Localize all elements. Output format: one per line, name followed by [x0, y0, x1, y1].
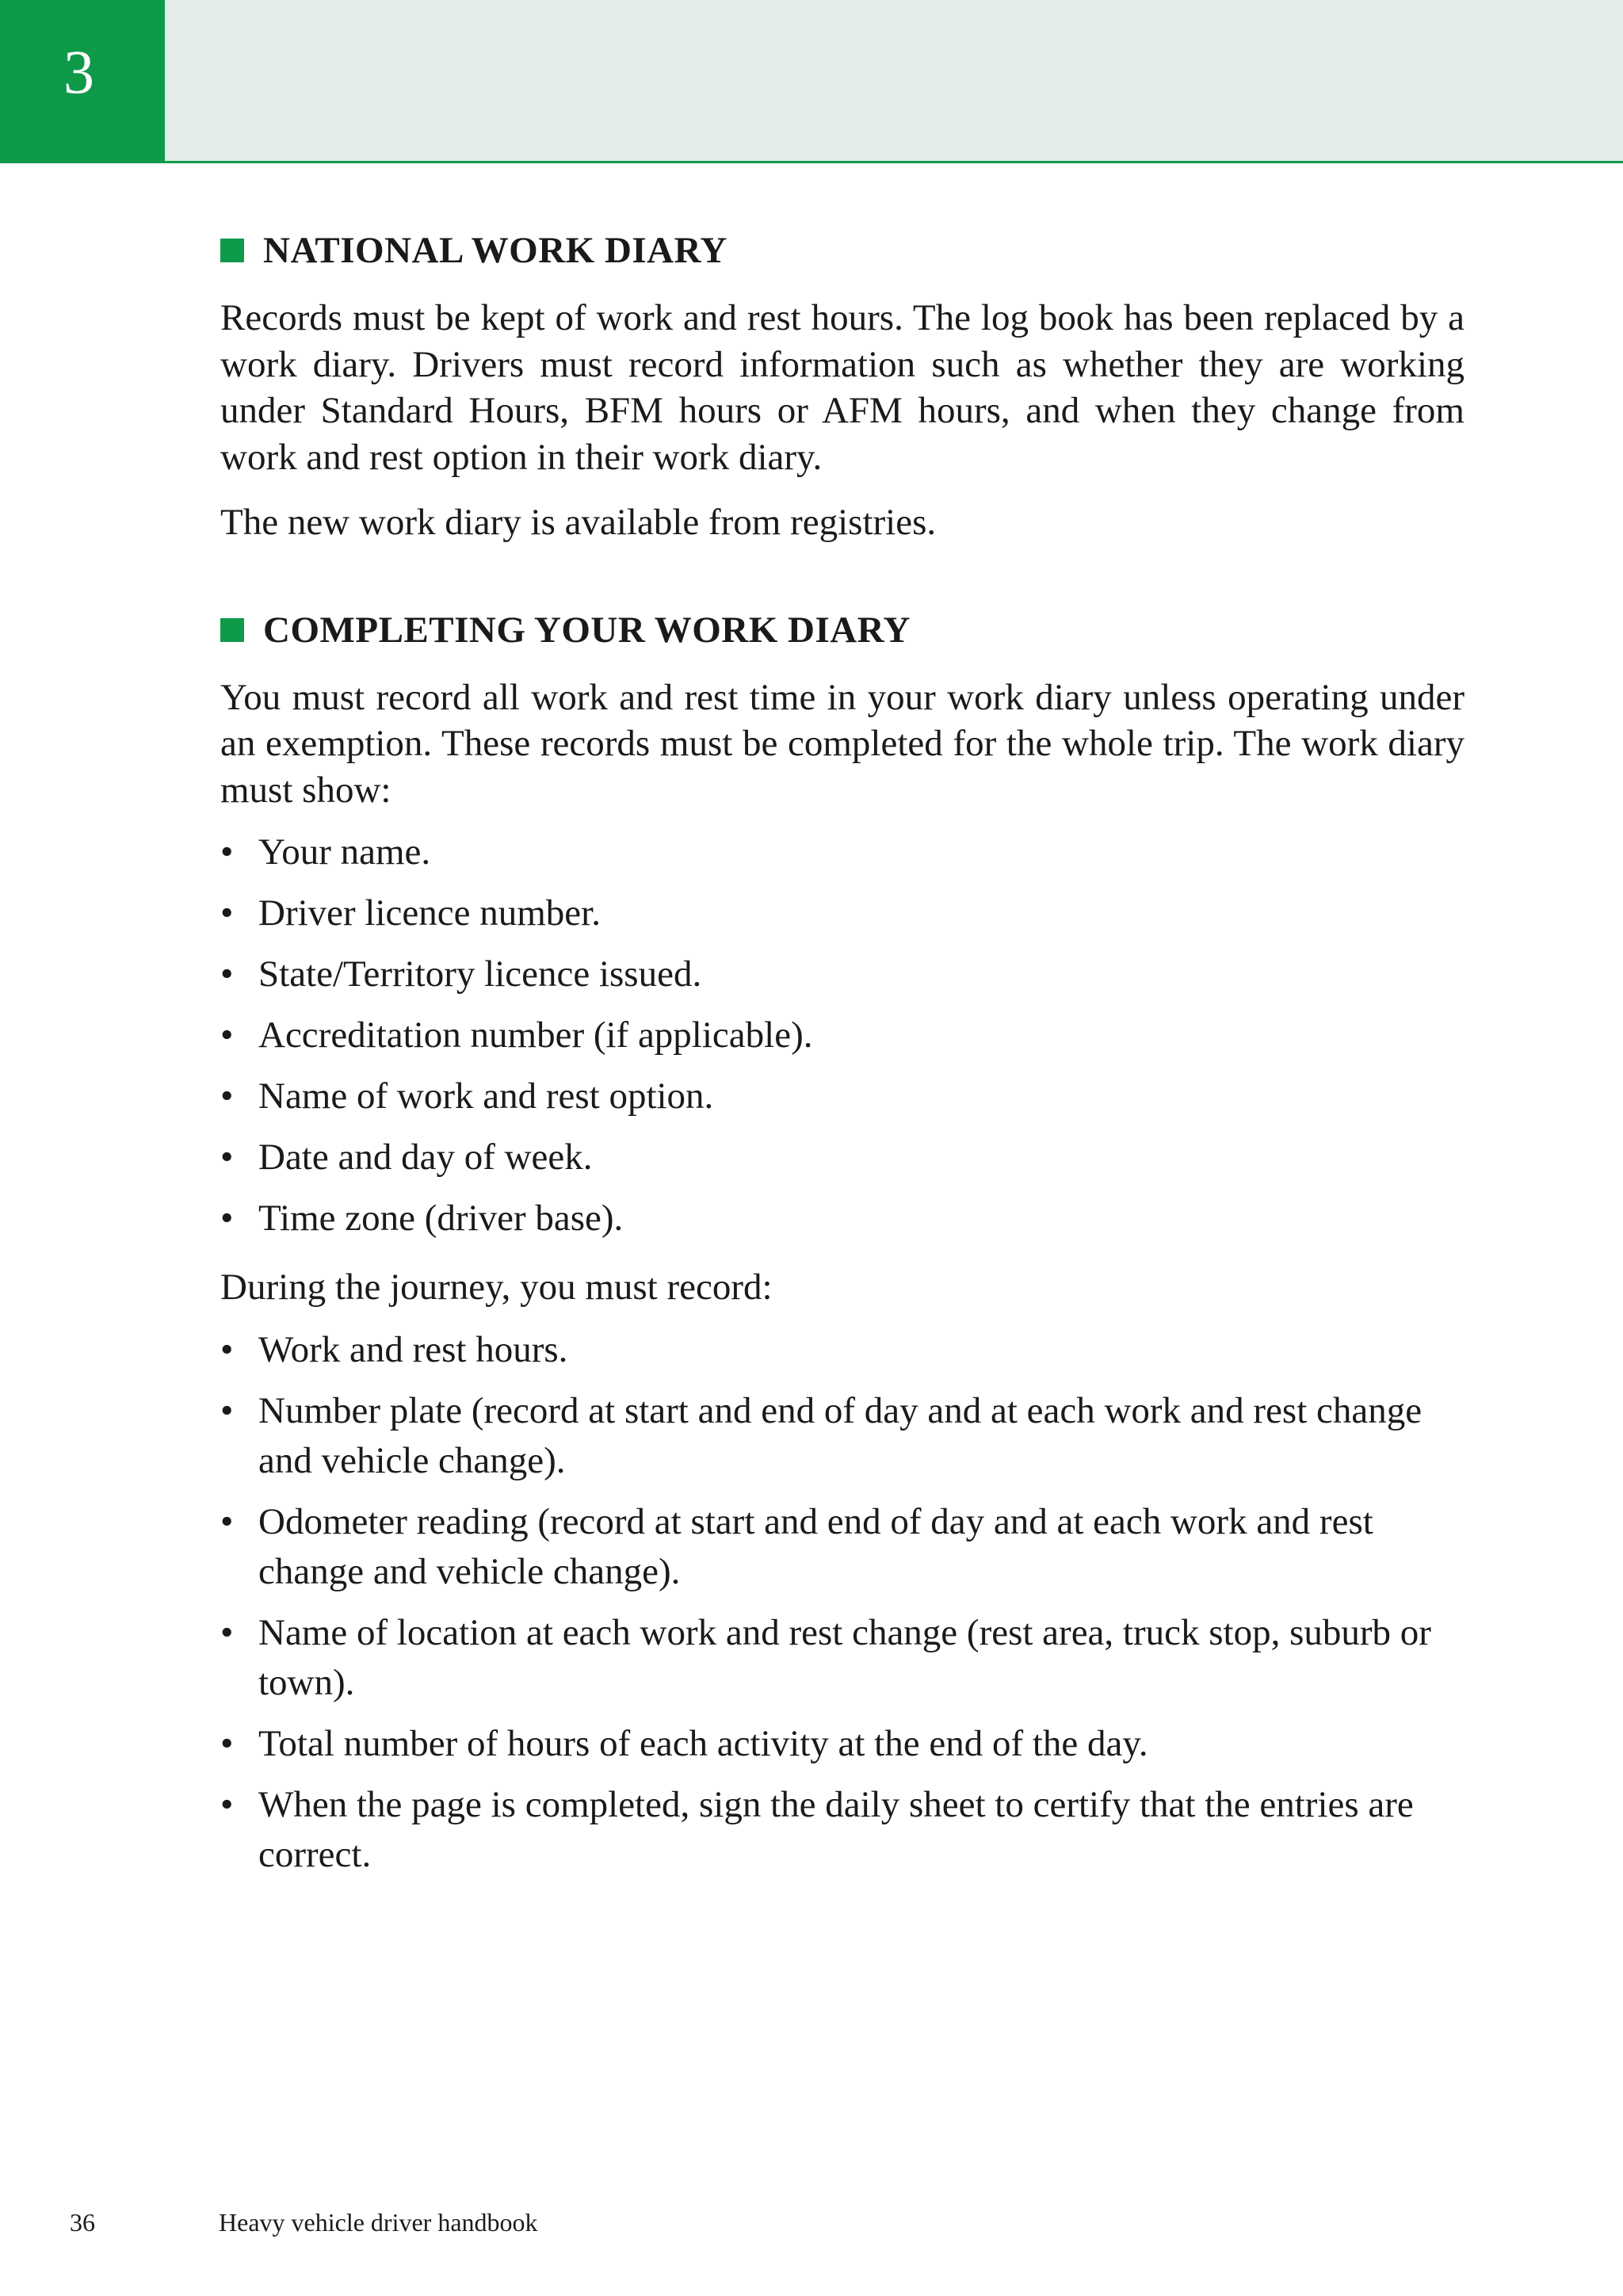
list-item-text: When the page is completed, sign the daily sheet to certify that the entries are correct. [258, 1783, 1414, 1875]
list-item [220, 1072, 1465, 1121]
diary-must-show-list [220, 827, 1465, 1244]
list-item [220, 1497, 1465, 1597]
list-item-text: Your name. [258, 831, 431, 873]
list-item-text: Name of location at each work and rest change (rest area, truck stop, suburb or town). [258, 1611, 1431, 1703]
bullet-icon: • [220, 831, 234, 873]
list-item [220, 1780, 1465, 1880]
list-item-text: Number plate (record at start and end of day and at each work and rest change and vehicle change). [258, 1389, 1423, 1481]
section-heading-text: COMPLETING YOUR WORK DIARY [263, 609, 911, 651]
chapter-number: 3 [63, 37, 94, 106]
heading-square-icon [220, 618, 244, 642]
bullet-icon: • [220, 892, 234, 934]
paragraph: You must record all work and rest time in your work diary unless operating under an exemption. These records must be completed for the whole trip. The work diary must show: [220, 676, 1465, 811]
list-item-text: Total number of hours of each activity at the end of the day. [258, 1722, 1148, 1764]
bullet-icon: • [220, 953, 234, 995]
list-item [220, 1386, 1465, 1486]
bullet-icon: • [220, 1389, 234, 1431]
bullet-icon: • [220, 1611, 234, 1653]
bullet-icon: • [220, 1783, 234, 1825]
header-band [0, 0, 1623, 163]
page-number: 36 [70, 2208, 95, 2237]
list-item [220, 1010, 1465, 1060]
bullet-icon: • [220, 1500, 234, 1542]
chapter-tab [0, 0, 165, 163]
list-item [220, 1194, 1465, 1244]
list-item-text: Date and day of week. [258, 1137, 593, 1178]
bullet-icon: • [220, 1137, 234, 1178]
list-item-text: Odometer reading (record at start and end of day and at each work and rest change and vehicle change). [258, 1500, 1373, 1592]
page-content [220, 225, 1465, 1901]
bullet-icon: • [220, 1014, 234, 1056]
list-item-text: Name of work and rest option. [258, 1075, 714, 1117]
list-item-text: Driver licence number. [258, 892, 601, 934]
bullet-icon: • [220, 1198, 234, 1239]
bullet-icon: • [220, 1722, 234, 1764]
list-item [220, 1608, 1465, 1708]
list-item-text: Time zone (driver base). [258, 1198, 624, 1239]
footer-title: Heavy vehicle driver handbook [219, 2208, 538, 2237]
bullet-icon: • [220, 1075, 234, 1117]
paragraph: During the journey, you must record: [220, 1266, 773, 1308]
section-heading-completing-work-diary [220, 605, 1465, 655]
heading-square-icon [220, 239, 244, 262]
list-item [220, 1133, 1465, 1182]
list-item-text: State/Territory licence issued. [258, 953, 702, 995]
list-item [220, 827, 1465, 877]
list-item-text: Accreditation number (if applicable). [258, 1014, 813, 1056]
bullet-icon: • [220, 1328, 234, 1370]
list-item-text: Work and rest hours. [258, 1328, 568, 1370]
list-item [220, 1719, 1465, 1769]
section-heading-text: NATIONAL WORK DIARY [263, 230, 727, 271]
list-item [220, 1325, 1465, 1375]
paragraph: Records must be kept of work and rest hours. The log book has been replaced by a work diary. Drivers must record information such as whether they are working under Standard Hours, BFM hours or AFM hours, and when they change from work and rest option in their work diary. [220, 297, 1465, 478]
paragraph: The new work diary is available from registries. [220, 502, 937, 543]
journey-record-list [220, 1325, 1465, 1880]
list-item [220, 888, 1465, 938]
section-heading-national-work-diary [220, 225, 1465, 276]
list-item [220, 949, 1465, 999]
